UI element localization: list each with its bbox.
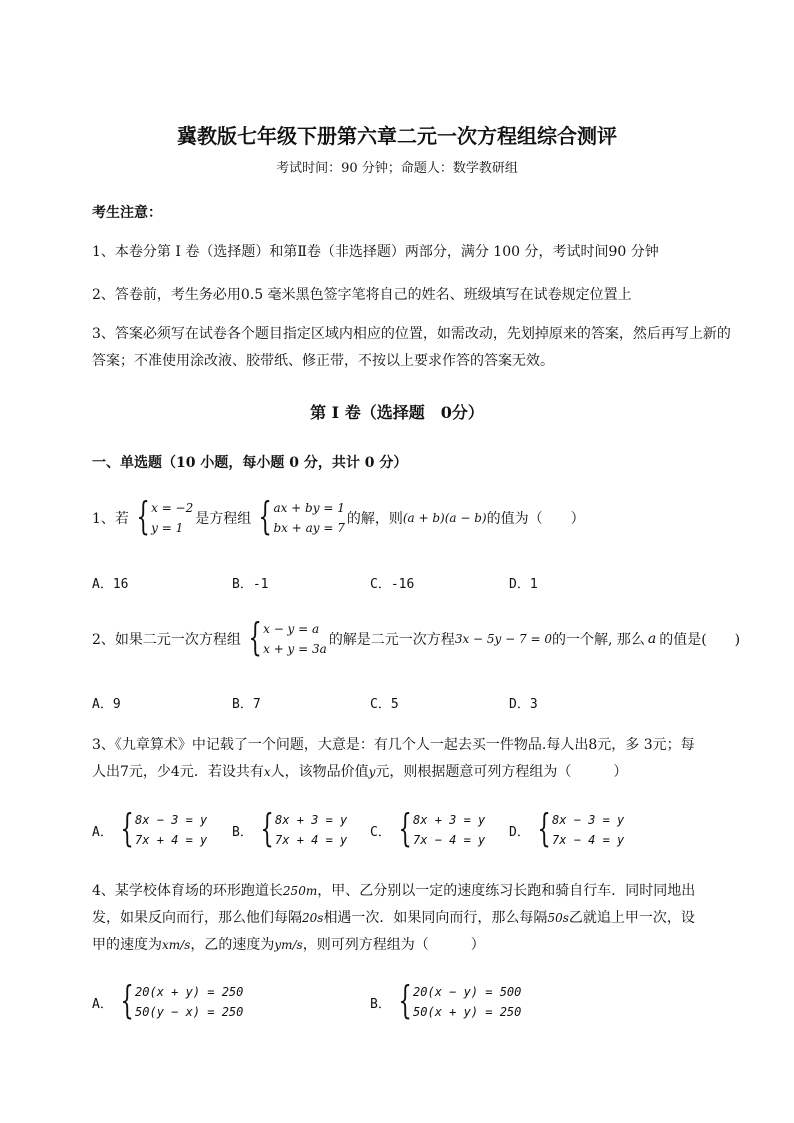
q4-line-3 <box>92 934 485 954</box>
q2-equation-system: { x − y = a x + y = 3a <box>248 615 327 659</box>
equation: 7x − 4 = y <box>413 833 486 847</box>
notice-item: 2、答卷前，考生务必用0.5 毫米黑色签字笔将自己的姓名、班级填写在试卷规定位置上 <box>92 287 632 303</box>
notice-item: 1、本卷分第 I 卷（选择题）和第Ⅱ卷（非选择题）两部分，满分 100 分，考试时间90 分钟 <box>92 244 659 260</box>
q2-option-c[interactable]: C．5 <box>370 697 399 712</box>
q4-text: 相遇一次．如果同向而行，那么每隔 <box>323 910 548 926</box>
q2-text: 的一个解, 那么 <box>551 632 645 648</box>
q4-text: 乙就追上甲一次，设 <box>568 910 695 926</box>
q4-option-b[interactable]: B． { 20(x − y) = 500 50(x + y) = 250 <box>370 978 522 1022</box>
option-label: D． <box>509 824 530 840</box>
section-title: 第 I 卷（选择题 0分） <box>310 403 484 422</box>
option-label: A． <box>92 824 113 840</box>
q1-mid: 是方程组 <box>195 511 252 527</box>
option-label: C． <box>370 824 391 840</box>
q2-option-b[interactable]: B．7 <box>232 697 261 712</box>
equation: bx + ay = 7 <box>273 521 345 535</box>
option-label: B． <box>232 824 253 840</box>
q1-option-b[interactable]: B．-1 <box>232 577 269 592</box>
page-title: 冀教版七年级下册第六章二元一次方程组综合测评 <box>177 124 617 148</box>
q4-time-20: 20s <box>302 911 324 925</box>
exam-info: 考试时间：90 分钟；命题人：数学教研组 <box>276 161 518 176</box>
q4-text: 4、某学校体育场的环形跑道长 <box>92 883 283 899</box>
equation: 50(x + y) = 250 <box>413 1005 522 1019</box>
q4-text: ，则可列方程组为（ ） <box>302 937 485 953</box>
q3-text: 人出7元，少4元．若设共有 <box>92 764 264 780</box>
q4-text: 发，如果反向而行，那么他们每隔 <box>92 910 302 926</box>
q3-line-1: 3、《九章算术》中记载了一个问题，大意是：有几个人一起去买一件物品.每人出8元，多 3元；每 <box>92 737 695 753</box>
q2-option-a[interactable]: A．9 <box>92 697 121 712</box>
equation: 8x + 3 = y <box>413 813 486 827</box>
q3-line-2 <box>92 761 627 781</box>
q1-text-end: 的值为（ ） <box>486 511 585 527</box>
q2-text-end: 的值是( ) <box>659 632 741 648</box>
q4-line-2 <box>92 907 695 927</box>
q4-text: ，甲、乙分别以一定的速度练习长跑和骑自行车．同时同地出 <box>317 883 696 899</box>
option-label: B． <box>370 996 391 1012</box>
option-label: A． <box>92 996 113 1012</box>
question-2 <box>92 615 741 659</box>
q4-speed-y: ym/s <box>274 938 303 952</box>
q4-track-length: 250m <box>282 884 318 898</box>
notice-heading: 考生注意： <box>92 205 162 221</box>
notice-item: 3、答案必须写在试卷各个题目指定区域内相应的位置，如需改动，先划掉原来的答案，然后再写上新的答案；不准使用涂改液、胶带纸、修正带，不按以上要求作答的答案无效。 <box>92 326 731 369</box>
q4-text: 甲的速度为 <box>92 937 162 953</box>
q1-prefix: 1、若 <box>92 511 129 527</box>
q3-option-d[interactable]: D． { 8x − 3 = y 7x − 4 = y <box>509 806 625 850</box>
q3-option-c[interactable]: C． { 8x + 3 = y 7x − 4 = y <box>370 806 486 850</box>
question-1 <box>92 494 585 538</box>
q4-line-1 <box>92 880 695 900</box>
q4-time-50: 50s <box>547 911 569 925</box>
q1-option-a[interactable]: A．16 <box>92 577 129 592</box>
q1-solution-system: { x = −2 y = 1 <box>136 494 194 538</box>
part-heading: 一、单选题（10 小题，每小题 0 分，共计 0 分） <box>92 455 408 471</box>
q3-text: 人，该物品价值 <box>270 764 369 780</box>
equation: 8x + 3 = y <box>275 813 348 827</box>
q2-option-d[interactable]: D．3 <box>509 697 538 712</box>
q1-option-c[interactable]: C．-16 <box>370 577 415 592</box>
q2-variable: a <box>647 631 657 647</box>
q4-speed-x: xm/s <box>162 938 191 952</box>
equation: ax + by = 1 <box>273 501 345 515</box>
equation: 7x − 4 = y <box>552 833 625 847</box>
q3-option-a[interactable]: A． { 8x − 3 = y 7x + 4 = y <box>92 806 208 850</box>
equation: 7x + 4 = y <box>275 833 348 847</box>
equation: 50(y − x) = 250 <box>135 1005 244 1019</box>
q2-expression: 3x − 5y − 7 = 0 <box>454 632 552 646</box>
q1-equation-system: { ax + by = 1 bx + ay = 7 <box>258 494 345 538</box>
equation: x = −2 <box>151 501 194 515</box>
q3-text: 元，则根据题意可列方程组为（ ） <box>375 764 628 780</box>
q2-mid: 的解是二元一次方程 <box>328 632 455 648</box>
q3-var-x: x <box>263 765 271 779</box>
q4-text: ，乙的速度为 <box>190 937 275 953</box>
equation: 8x − 3 = y <box>552 813 625 827</box>
equation: y = 1 <box>151 521 184 535</box>
equation: 20(x − y) = 500 <box>413 985 522 999</box>
equation: x + y = 3a <box>263 642 327 656</box>
q3-var-y: y <box>368 765 376 779</box>
q1-expression: (a + b)(a − b) <box>402 511 487 525</box>
equation: 7x + 4 = y <box>135 833 208 847</box>
q1-text: 的解，则 <box>346 511 403 527</box>
q1-option-d[interactable]: D．1 <box>509 577 538 592</box>
equation: 20(x + y) = 250 <box>135 985 244 999</box>
equation: 8x − 3 = y <box>135 813 208 827</box>
q3-option-b[interactable]: B． { 8x + 3 = y 7x + 4 = y <box>232 806 348 850</box>
q2-prefix: 2、如果二元一次方程组 <box>92 632 241 648</box>
q4-option-a[interactable]: A． { 20(x + y) = 250 50(y − x) = 250 <box>92 978 244 1022</box>
equation: x − y = a <box>263 622 320 636</box>
